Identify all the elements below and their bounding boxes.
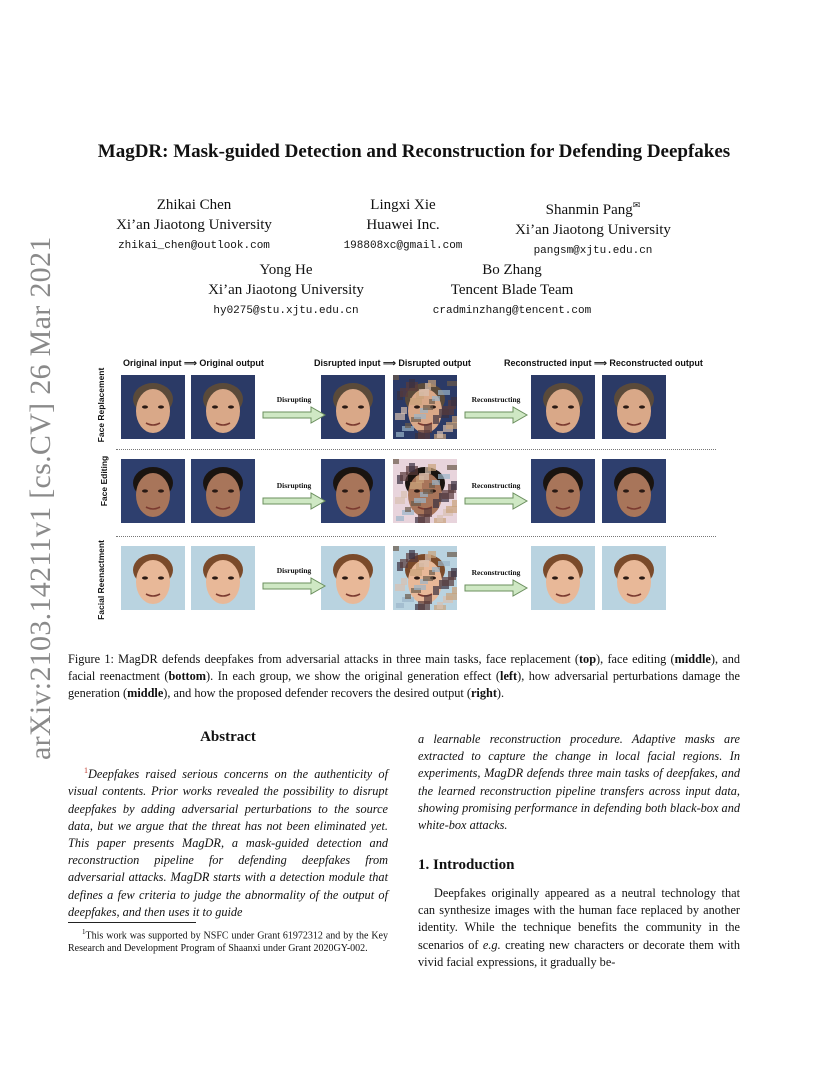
reconstructing-arrow [463,395,529,425]
reconstructing-arrow [463,481,529,511]
arrow-shape [463,405,529,425]
abstract-heading: Abstract [200,729,256,745]
paper-title: MagDR: Mask-guided Detection and Reconstruction for Defending Deepfakes [97,141,731,162]
face-thumbnail [602,375,666,439]
author-block [473,195,713,262]
face-thumbnail [393,546,457,610]
author-block [392,260,632,322]
arrow-label: Disrupting [276,481,312,490]
face-thumbnail [191,546,255,610]
row-separator [116,536,716,537]
caption-text: ), and facial reenactment ( [68,652,740,683]
introduction-paragraph [418,885,740,971]
author-email: cradminzhang@tencent.com [432,305,592,317]
caption-text: Figure 1: MagDR defends deepfakes from adversarial attacks in three main tasks, face replacement ( [68,652,579,666]
intro-text: creating new characters or decorate them with vivid facial expressions, it gradually be- [418,937,740,969]
author-email: hy0275@stu.xjtu.edu.cn [213,305,359,317]
row-label-face-replacement: Face Replacement [96,367,106,443]
figure-1 [96,352,728,632]
abstract-paragraph: Deepfakes raised serious concerns on the authenticity of visual contents. Prior works revealed the possibility to disrupt deepfakes by adding adversarial perturbations to the source data, but we argue that the threat has not been eliminated yet. This paper presents MagDR, a mask-guided detection and reconstruction pipeline for defending deepfakes from adversarial attacks. MagDR starts with a detection module that defines a few criteria to judge the abnormality of the output of deepfakes, and then uses it to guide [68,767,388,919]
author-email: pangsm@xjtu.edu.cn [533,245,653,257]
arxiv-identifier: arXiv:2103.14211v1 [cs.CV] 26 Mar 2021 [24,236,57,760]
face-thumbnail [321,375,385,439]
arrow-shape [261,405,327,425]
author-name: Lingxi Xie [370,197,436,213]
caption-bold: right [470,686,497,700]
arrow-label: Disrupting [276,566,312,575]
envelope-icon: ✉ [632,200,641,210]
author-affiliation: Xi’an Jiaotong University [515,222,671,238]
face-thumbnail [393,459,457,523]
author-affiliation: Xi’an Jiaotong University [208,282,364,298]
column-header-disrupted: Disrupted input ⟹ Disrupted output [314,358,471,368]
author-affiliation: Huawei Inc. [366,217,440,233]
face-thumbnail [602,459,666,523]
intro-italic: e.g. [482,937,501,952]
author-block [74,195,314,257]
face-thumbnail [531,459,595,523]
author-name: Bo Zhang [482,262,542,278]
caption-bold: top [578,652,597,666]
face-thumbnail [531,375,595,439]
caption-text: ), face editing ( [596,652,675,666]
row-label-face-editing: Face Editing [99,455,109,507]
face-thumbnail [602,546,666,610]
disrupting-arrow [261,481,327,511]
face-thumbnail [321,459,385,523]
arrow-label: Reconstructing [471,395,521,404]
disrupting-arrow [261,395,327,425]
intro-text: Deepfakes originally appeared as a neutral technology that can synthesize images with the human face replaced by another identity. While the technique benefits the community in the scenarios of [418,886,740,952]
caption-text: ). In each group, we show the original generation effect ( [206,669,501,683]
face-thumbnail [121,459,185,523]
face-thumbnail [121,375,185,439]
caption-bold: left [500,669,518,683]
footnote-marker[interactable]: 1 [84,766,88,775]
face-thumbnail [191,375,255,439]
caption-text: ), how adversarial perturbations damage the generation ( [68,669,741,700]
arrow-shape [463,578,529,598]
arrow-shape [261,576,327,596]
author-name: Zhikai Chen [156,197,232,213]
footnote-text: This work was supported by NSFC under Grant 61972312 and by the Key Research and Development Program of Shaanxi under Grant 2020GY-002. [68,930,388,955]
reconstructing-arrow [463,568,529,598]
face-thumbnail [531,546,595,610]
footnote-rule [68,922,196,923]
arrow-label: Reconstructing [471,568,521,577]
face-thumbnail [121,546,185,610]
column-header-original: Original input ⟹ Original output [123,358,264,368]
author-name-line [473,195,713,220]
arrow-label: Reconstructing [471,481,521,490]
caption-bold: middle [127,686,164,700]
caption-bold: bottom [168,669,207,683]
abstract-text-left [68,762,388,921]
author-affiliation: Tencent Blade Team [450,282,574,298]
row-label-facial-reenactment: Facial Reenactment [96,540,106,620]
disrupting-arrow [261,566,327,596]
section-heading-introduction: 1. Introduction [418,857,515,873]
footnote [68,926,388,955]
caption-text: ). [496,686,505,700]
author-block [166,260,406,322]
figure-caption [68,651,740,702]
author-name: Shanmin Pang [545,202,633,218]
caption-text: ), and how the proposed defender recovers the desired output ( [163,686,471,700]
author-email: 198808xc@gmail.com [343,240,463,252]
face-thumbnail [191,459,255,523]
author-affiliation: Xi’an Jiaotong University [116,217,272,233]
face-thumbnail [321,546,385,610]
abstract-text-right: a learnable reconstruction procedure. Adaptive masks are extracted to capture the change in local facial regions. In experiments, MagDR defends three main tasks of deepfakes, and the learned reconstruction pipeline transfers across input data, showing promising performance in defending both black-box and white-box attacks. [418,732,740,833]
footnote-number: 1 [82,928,86,936]
arrow-shape [261,491,327,511]
arrow-label: Disrupting [276,395,312,404]
author-email: zhikai_chen@outlook.com [118,240,270,252]
column-header-reconstructed: Reconstructed input ⟹ Reconstructed output [504,358,703,368]
face-thumbnail [393,375,457,439]
author-name: Yong He [259,262,313,278]
arrow-shape [463,491,529,511]
caption-bold: middle [674,652,711,666]
row-separator [116,449,716,450]
